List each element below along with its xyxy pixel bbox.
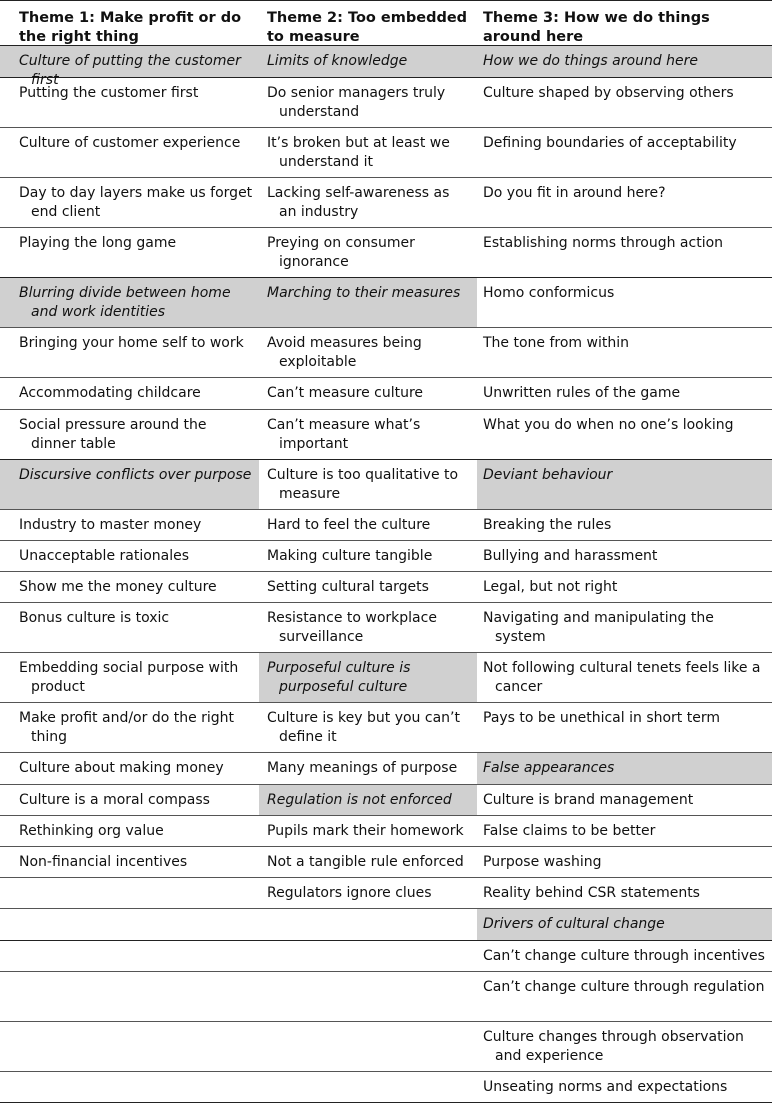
- table-cell-theme-1: [0, 603, 259, 652]
- table-cell-theme-2: [259, 278, 477, 327]
- table-row: [0, 46, 772, 88]
- cell-text: Culture about making money: [19, 760, 224, 776]
- table-row: [0, 278, 772, 328]
- cell-text: Non-financial incentives: [19, 854, 188, 870]
- table-cell-theme-2: [259, 128, 477, 177]
- cell-text: Putting the customer first: [19, 85, 199, 101]
- table-cell-theme-3: [477, 541, 772, 571]
- table-cell-theme-3: [477, 78, 772, 127]
- cell-text: Drivers of cultural change: [483, 916, 665, 932]
- table-cell-theme-1: [0, 847, 259, 877]
- table-row: [0, 510, 772, 541]
- header-theme-1: Theme 1: Make profit or do the right thing: [19, 10, 242, 45]
- table-cell-theme-1: [0, 128, 259, 177]
- table-cell-theme-3: [477, 785, 772, 815]
- header-theme-3: Theme 3: How we do things around here: [483, 10, 710, 45]
- table-cell-theme-3: [477, 128, 772, 177]
- table-cell-theme-1: [0, 1072, 259, 1102]
- cell-text: Legal, but not right: [483, 579, 618, 595]
- table-cell-theme-3: [477, 1022, 772, 1071]
- cell-text: Pupils mark their homework: [267, 823, 464, 839]
- table-cell-theme-2: [259, 541, 477, 571]
- table-cell-theme-1: [0, 228, 259, 277]
- table-cell-theme-2: [259, 878, 477, 908]
- cell-text: Culture is key but you can’t define it: [267, 710, 460, 745]
- cell-text: Culture is too qualitative to measure: [267, 467, 459, 502]
- cell-text: Pays to be unethical in short term: [483, 710, 720, 726]
- table-cell-theme-1: [0, 972, 259, 1021]
- table-row: [0, 603, 772, 653]
- cell-text: Do senior managers truly understand: [267, 85, 446, 120]
- cell-text: Blurring divide between home and work identities: [19, 285, 231, 320]
- table-cell-theme-1: [0, 510, 259, 540]
- table-cell-theme-1: [0, 785, 259, 815]
- table-row: [0, 128, 772, 178]
- cell-text: Culture is brand management: [483, 792, 694, 808]
- table-row: [0, 785, 772, 816]
- table-row: [0, 941, 772, 972]
- table-row: [0, 541, 772, 572]
- table-cell-theme-3: [477, 572, 772, 602]
- table-row: [0, 228, 772, 278]
- cell-text: Purpose washing: [483, 854, 602, 870]
- cell-text: Unseating norms and expectations: [483, 1079, 728, 1095]
- cell-text: Can’t change culture through regulation: [483, 979, 765, 995]
- cell-text: Bonus culture is toxic: [19, 610, 170, 626]
- table-row: [0, 753, 772, 785]
- table-cell-theme-2: [259, 228, 477, 277]
- table-cell-theme-1: [0, 278, 259, 327]
- table-row: [0, 1072, 772, 1103]
- cell-text: Regulators ignore clues: [267, 885, 432, 901]
- table-cell-theme-3: [477, 1072, 772, 1102]
- cell-text: Bullying and harassment: [483, 548, 658, 564]
- table-cell-theme-1: [0, 909, 259, 940]
- cell-text: Reality behind CSR statements: [483, 885, 700, 901]
- table-cell-theme-2: [259, 78, 477, 127]
- table-body: [0, 46, 772, 1103]
- table-cell-theme-1: [0, 178, 259, 227]
- cell-text: Regulation is not enforced: [267, 792, 452, 808]
- table-row: [0, 703, 772, 753]
- cell-text: Hard to feel the culture: [267, 517, 431, 533]
- cell-text: Can’t measure what’s important: [267, 417, 421, 452]
- table-cell-theme-3: [477, 703, 772, 752]
- table-cell-theme-3: [477, 653, 772, 702]
- table-cell-theme-1: [0, 816, 259, 846]
- header-theme-2: Theme 2: Too embedded to measure: [267, 10, 468, 45]
- cell-text: Unacceptable rationales: [19, 548, 190, 564]
- table-cell-theme-1: [0, 703, 259, 752]
- cell-text: Embedding social purpose with product: [19, 660, 239, 695]
- table-cell-theme-3: [477, 278, 772, 327]
- cell-text: Many meanings of purpose: [267, 760, 458, 776]
- table-cell-theme-1: [0, 653, 259, 702]
- cell-text: Day to day layers make us forget end client: [19, 185, 253, 220]
- cell-text: Limits of knowledge: [267, 53, 408, 69]
- cell-text: Playing the long game: [19, 235, 177, 251]
- cell-text: It’s broken but at least we understand it: [267, 135, 450, 170]
- table-cell-theme-2: [259, 572, 477, 602]
- table-cell-theme-3: [477, 753, 772, 784]
- cell-text: Culture of customer experience: [19, 135, 241, 151]
- cell-text: Making culture tangible: [267, 548, 433, 564]
- cell-text: Navigating and manipulating the system: [483, 610, 714, 645]
- table-cell-theme-1: [0, 878, 259, 908]
- cell-text: Breaking the rules: [483, 517, 612, 533]
- table-cell-theme-2: [259, 753, 477, 784]
- cell-text: Preying on consumer ignorance: [267, 235, 415, 270]
- table-header: [0, 0, 772, 46]
- table-cell-theme-2: [259, 410, 477, 459]
- cell-text: What you do when no one’s looking: [483, 417, 734, 433]
- table-cell-theme-2: [259, 378, 477, 409]
- table-cell-theme-2: [259, 941, 477, 971]
- cell-text: How we do things around here: [483, 53, 699, 69]
- cell-text: False claims to be better: [483, 823, 656, 839]
- cell-text: Culture shaped by observing others: [483, 85, 734, 101]
- cell-text: Industry to master money: [19, 517, 202, 533]
- cell-text: Culture is a moral compass: [19, 792, 210, 808]
- table-cell-theme-3: [477, 972, 772, 1021]
- table-cell-theme-2: [259, 328, 477, 377]
- cell-text: Marching to their measures: [267, 285, 461, 301]
- table-cell-theme-3: [477, 847, 772, 877]
- table-row: [0, 328, 772, 378]
- cell-text: Deviant behaviour: [483, 467, 613, 483]
- table-row: [0, 972, 772, 1022]
- cell-text: Establishing norms through action: [483, 235, 724, 251]
- cell-text: Culture of putting the customer first: [19, 53, 241, 88]
- table-cell-theme-3: [477, 460, 772, 509]
- cell-text: Discursive conflicts over purpose: [19, 467, 252, 483]
- cell-text: Bringing your home self to work: [19, 335, 244, 351]
- table-row: [0, 410, 772, 460]
- table-cell-theme-1: [0, 378, 259, 409]
- cell-text: Culture changes through observation and experience: [483, 1029, 744, 1064]
- table-cell-theme-2: [259, 847, 477, 877]
- table-cell-theme-1: [0, 46, 259, 88]
- cell-text: False appearances: [483, 760, 615, 776]
- cell-text: Do you fit in around here?: [483, 185, 666, 201]
- table-cell-theme-2: [259, 178, 477, 227]
- table-cell-theme-3: [477, 510, 772, 540]
- table-row: [0, 178, 772, 228]
- table-cell-theme-3: [477, 878, 772, 908]
- table-row: [0, 653, 772, 703]
- table-cell-theme-2: [259, 703, 477, 752]
- table-cell-theme-2: [259, 816, 477, 846]
- cell-text: Lacking self-awareness as an industry: [267, 185, 450, 220]
- table-cell-theme-3: [477, 603, 772, 652]
- table-cell-theme-2: [259, 653, 477, 702]
- table-row: [0, 878, 772, 909]
- table-row: [0, 460, 772, 510]
- table-cell-theme-3: [477, 46, 772, 77]
- table-cell-theme-3: [477, 378, 772, 409]
- table-cell-theme-2: [259, 972, 477, 1021]
- cell-text: Defining boundaries of acceptability: [483, 135, 737, 151]
- cell-text: Not following cultural tenets feels like a cancer: [483, 660, 761, 695]
- table-cell-theme-2: [259, 785, 477, 815]
- table-cell-theme-1: [0, 78, 259, 127]
- table-row: [0, 378, 772, 410]
- cell-text: The tone from within: [483, 335, 629, 351]
- table-cell-theme-1: [0, 572, 259, 602]
- table-cell-theme-2: [259, 460, 477, 509]
- table-cell-theme-3: [477, 941, 772, 971]
- cell-text: Resistance to workplace surveillance: [267, 610, 437, 645]
- table-cell-theme-1: [0, 753, 259, 784]
- table-row: [0, 847, 772, 878]
- table-cell-theme-2: [259, 46, 477, 77]
- cell-text: Unwritten rules of the game: [483, 385, 681, 401]
- table-cell-theme-1: [0, 541, 259, 571]
- table-cell-theme-2: [259, 1072, 477, 1102]
- cell-text: Setting cultural targets: [267, 579, 429, 595]
- table-cell-theme-1: [0, 328, 259, 377]
- cell-text: Can’t measure culture: [267, 385, 424, 401]
- table-cell-theme-3: [477, 816, 772, 846]
- table-cell-theme-2: [259, 1022, 477, 1071]
- table-cell-theme-1: [0, 941, 259, 971]
- table-cell-theme-3: [477, 178, 772, 227]
- table-cell-theme-3: [477, 328, 772, 377]
- cell-text: Make profit and/or do the right thing: [19, 710, 235, 745]
- cell-text: Purposeful culture is purposeful culture: [267, 660, 411, 695]
- cell-text: Not a tangible rule enforced: [267, 854, 464, 870]
- table-cell-theme-1: [0, 1022, 259, 1071]
- table-cell-theme-3: [477, 410, 772, 459]
- table-row: [0, 909, 772, 941]
- table-cell-theme-2: [259, 603, 477, 652]
- cell-text: Social pressure around the dinner table: [19, 417, 207, 452]
- cell-text: Accommodating childcare: [19, 385, 201, 401]
- table-cell-theme-3: [477, 909, 772, 940]
- table-cell-theme-1: [0, 460, 259, 509]
- cell-text: Show me the money culture: [19, 579, 217, 595]
- table-row: [0, 816, 772, 847]
- cell-text: Rethinking org value: [19, 823, 164, 839]
- cell-text: Avoid measures being exploitable: [267, 335, 422, 370]
- table-row: [0, 1022, 772, 1072]
- table-cell-theme-2: [259, 510, 477, 540]
- table-row: [0, 78, 772, 128]
- table-cell-theme-3: [477, 228, 772, 277]
- table-cell-theme-1: [0, 410, 259, 459]
- table-cell-theme-2: [259, 909, 477, 940]
- cell-text: Homo conformicus: [483, 285, 615, 301]
- table-row: [0, 572, 772, 603]
- cell-text: Can’t change culture through incentives: [483, 948, 765, 964]
